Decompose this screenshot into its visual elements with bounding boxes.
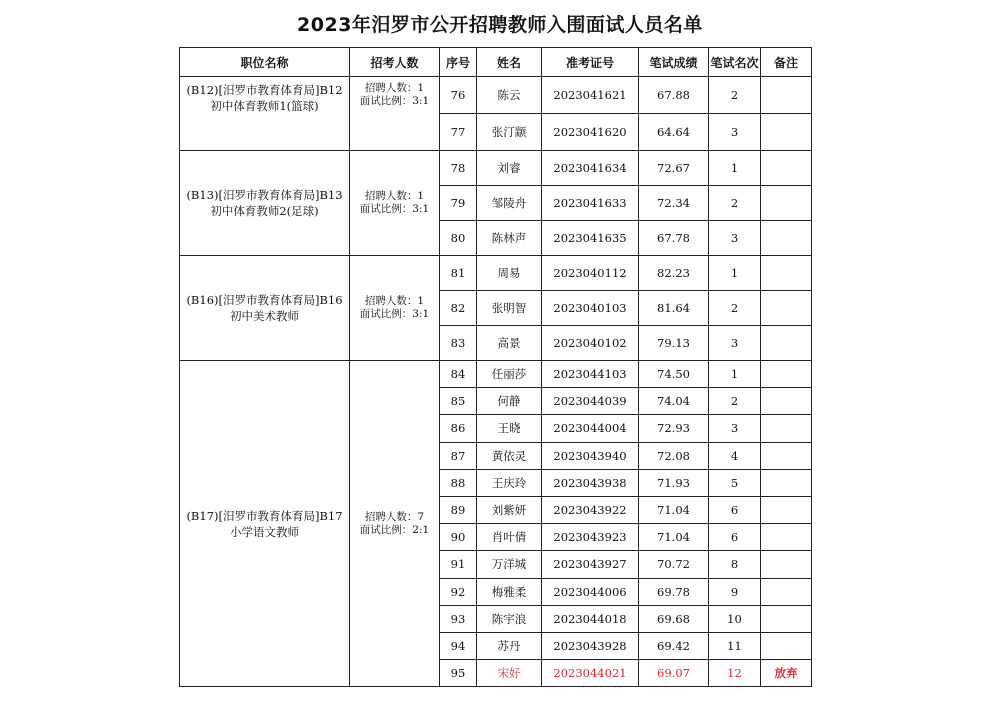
ticket-cell: 2023041635 [542,221,639,256]
score-cell: 67.78 [639,221,709,256]
ticket-cell: 2023041621 [542,77,639,114]
score-cell: 70.72 [639,551,709,578]
quota-cell [350,77,440,151]
position-cell: (B17)[汨罗市教育体育局]B17小学语文教师 [180,361,350,687]
name-cell: 王晓 [477,415,542,442]
score-cell: 72.67 [639,151,709,186]
quota-count: 招聘人数：1 [364,295,425,307]
quota-cell [350,361,440,687]
candidate-table [179,47,812,687]
seq-cell: 88 [440,469,477,496]
note-cell [761,496,812,523]
seq-cell: 83 [440,326,477,361]
rank-cell: 9 [709,578,761,605]
ticket-cell: 2023043928 [542,632,639,659]
note-cell: 放弃 [761,660,812,687]
header-seq: 序号 [440,48,477,77]
ticket-cell: 2023040102 [542,326,639,361]
seq-cell: 76 [440,77,477,114]
ticket-cell: 2023044018 [542,605,639,632]
note-cell [761,291,812,326]
ticket-cell: 2023044004 [542,415,639,442]
name-cell: 任丽莎 [477,361,542,388]
name-cell: 刘紫妍 [477,496,542,523]
score-cell: 71.04 [639,524,709,551]
score-cell: 69.42 [639,632,709,659]
seq-cell: 92 [440,578,477,605]
quota-count: 招聘人数：7 [364,510,425,523]
rank-cell: 1 [709,256,761,291]
rank-cell: 6 [709,496,761,523]
name-cell: 黄依灵 [477,442,542,469]
header-quota: 招考人数 [350,48,440,77]
page-title: 2023年汨罗市公开招聘教师入围面试人员名单 [297,14,703,36]
seq-cell: 91 [440,551,477,578]
note-cell [761,186,812,221]
ticket-cell: 2023044006 [542,578,639,605]
note-cell [761,151,812,186]
quota-count: 招聘人数：1 [364,190,425,202]
note-cell [761,388,812,415]
ticket-cell: 2023044021 [542,660,639,687]
rank-cell: 8 [709,551,761,578]
name-cell: 王庆玲 [477,469,542,496]
score-cell: 69.78 [639,578,709,605]
name-cell: 肖叶倩 [477,524,542,551]
name-cell: 陈宇浪 [477,605,542,632]
note-cell [761,415,812,442]
rank-cell: 2 [709,291,761,326]
header-note: 备注 [761,48,812,77]
name-cell: 刘睿 [477,151,542,186]
seq-cell: 90 [440,524,477,551]
ticket-cell: 2023043923 [542,524,639,551]
position-cell: (B16)[汨罗市教育体育局]B16初中美术教师 [180,256,350,361]
score-cell: 81.64 [639,291,709,326]
seq-cell: 87 [440,442,477,469]
name-cell: 宋好 [477,660,542,687]
score-cell: 72.34 [639,186,709,221]
name-cell: 陈云 [477,77,542,114]
name-cell: 张明智 [477,291,542,326]
name-cell: 何静 [477,388,542,415]
note-cell [761,114,812,151]
seq-cell: 93 [440,605,477,632]
note-cell [761,605,812,632]
position-cell: (B13)[汨罗市教育体育局]B13初中体育教师2(足球) [180,151,350,256]
rank-cell: 3 [709,114,761,151]
name-cell: 张汀颛 [477,114,542,151]
score-cell: 71.04 [639,496,709,523]
seq-cell: 84 [440,361,477,388]
score-cell: 74.50 [639,361,709,388]
table-row [180,361,812,388]
seq-cell: 79 [440,186,477,221]
note-cell [761,77,812,114]
score-cell: 64.64 [639,114,709,151]
header-row [180,48,812,77]
seq-cell: 78 [440,151,477,186]
rank-cell: 12 [709,660,761,687]
table-row [180,151,812,186]
seq-cell: 85 [440,388,477,415]
seq-cell: 89 [440,496,477,523]
rank-cell: 3 [709,415,761,442]
seq-cell: 80 [440,221,477,256]
interview-ratio: 面试比例：3:1 [359,308,430,320]
seq-cell: 95 [440,660,477,687]
header-position: 职位名称 [180,48,350,77]
name-cell: 邹陵舟 [477,186,542,221]
score-cell: 72.93 [639,415,709,442]
ticket-cell: 2023043927 [542,551,639,578]
ticket-cell: 2023040103 [542,291,639,326]
rank-cell: 3 [709,326,761,361]
header-name: 姓名 [477,48,542,77]
rank-cell: 11 [709,632,761,659]
rank-cell: 4 [709,442,761,469]
ticket-cell: 2023043940 [542,442,639,469]
rank-cell: 1 [709,151,761,186]
header-rank: 笔试名次 [709,48,761,77]
rank-cell: 2 [709,186,761,221]
ticket-cell: 2023044039 [542,388,639,415]
name-cell: 周易 [477,256,542,291]
table-body [180,77,812,687]
name-cell: 万洋城 [477,551,542,578]
position-cell: (B12)[汨罗市教育体育局]B12初中体育教师1(篮球) [180,77,350,151]
note-cell [761,256,812,291]
score-cell: 79.13 [639,326,709,361]
rank-cell: 2 [709,77,761,114]
score-cell: 71.93 [639,469,709,496]
ticket-cell: 2023043938 [542,469,639,496]
name-cell: 苏丹 [477,632,542,659]
interview-ratio: 面试比例：2:1 [359,523,430,536]
note-cell [761,469,812,496]
rank-cell: 5 [709,469,761,496]
note-cell [761,361,812,388]
header-score: 笔试成绩 [639,48,709,77]
note-cell [761,442,812,469]
score-cell: 69.68 [639,605,709,632]
score-cell: 67.88 [639,77,709,114]
quota-cell [350,256,440,361]
score-cell: 74.04 [639,388,709,415]
score-cell: 72.08 [639,442,709,469]
note-cell [761,326,812,361]
interview-ratio: 面试比例：3:1 [359,203,430,215]
rank-cell: 6 [709,524,761,551]
header-ticket: 准考证号 [542,48,639,77]
note-cell [761,632,812,659]
score-cell: 82.23 [639,256,709,291]
seq-cell: 86 [440,415,477,442]
rank-cell: 10 [709,605,761,632]
note-cell [761,221,812,256]
rank-cell: 3 [709,221,761,256]
interview-ratio: 面试比例：3:1 [359,95,430,107]
seq-cell: 81 [440,256,477,291]
ticket-cell: 2023041620 [542,114,639,151]
name-cell: 陈林声 [477,221,542,256]
table-row [180,77,812,114]
ticket-cell: 2023041634 [542,151,639,186]
note-cell [761,578,812,605]
seq-cell: 82 [440,291,477,326]
quota-cell [350,151,440,256]
table-row [180,256,812,291]
rank-cell: 1 [709,361,761,388]
ticket-cell: 2023041633 [542,186,639,221]
name-cell: 高景 [477,326,542,361]
ticket-cell: 2023043922 [542,496,639,523]
seq-cell: 94 [440,632,477,659]
ticket-cell: 2023044103 [542,361,639,388]
score-cell: 69.07 [639,660,709,687]
note-cell [761,551,812,578]
seq-cell: 77 [440,114,477,151]
rank-cell: 2 [709,388,761,415]
note-cell [761,524,812,551]
name-cell: 梅雅柔 [477,578,542,605]
quota-count: 招聘人数：1 [364,82,425,94]
ticket-cell: 2023040112 [542,256,639,291]
